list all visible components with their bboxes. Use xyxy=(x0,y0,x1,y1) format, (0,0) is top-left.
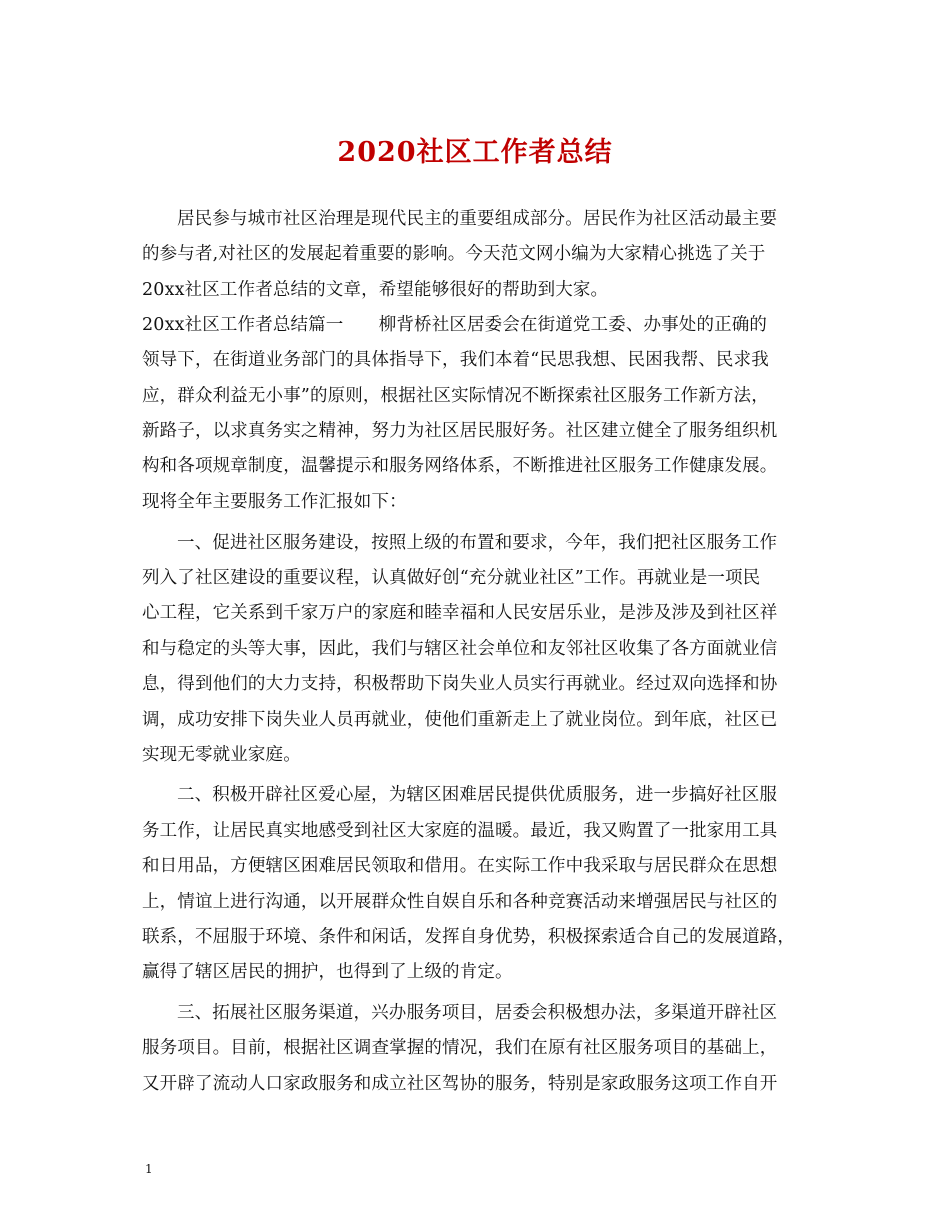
text-line: 实现无零就业家庭。 xyxy=(142,745,301,765)
text-line: 新路子，以求真务实之精神，努力为社区居民服好务。社区建立健全了服务组织机 xyxy=(142,421,778,441)
text-line: 三、拓展社区服务渠道，兴办服务项目，居委会积极想办法，多渠道开辟社区 xyxy=(177,1003,778,1023)
text-line: 居民参与城市社区治理是现代民主的重要组成部分。居民作为社区活动最主要 xyxy=(177,209,778,229)
text-line: 息，得到他们的大力支持，积极帮助下岗失业人员实行再就业。经过双向选择和协 xyxy=(142,674,778,694)
page-number: 1 xyxy=(145,1162,153,1176)
text-line: 的参与者,对社区的发展起着重要的影响。今天范文网小编为大家精心挑选了关于 xyxy=(142,244,766,264)
text-line: 领导下，在街道业务部门的具体指导下，我们本着“民思我想、民困我帮、民求我 xyxy=(142,350,769,370)
text-line: 服务项目。目前，根据社区调查掌握的情况，我们在原有社区服务项目的基础上， xyxy=(142,1038,778,1058)
text-line: 构和各项规章制度，温馨提示和服务网络体系，不断推进社区服务工作健康发展。 xyxy=(142,456,778,476)
text-line: 联系，不屈服于环境、条件和闲话，发挥自身优势，积极探索适合自己的发展道路， xyxy=(142,927,796,947)
text-line: 赢得了辖区居民的拥护，也得到了上级的肯定。 xyxy=(142,962,513,982)
text-line: 又开辟了流动人口家政服务和成立社区驾协的服务，特别是家政服务这项工作自开 xyxy=(142,1074,778,1094)
text-line: 务工作，让居民真实地感受到社区大家庭的温暖。最近，我又购置了一批家用工具 xyxy=(142,821,778,841)
text-line: 和与稳定的头等大事，因此，我们与辖区社会单位和友邻社区收集了各方面就业信 xyxy=(142,639,778,659)
text-line: 二、积极开辟社区爱心屋，为辖区困难居民提供优质服务，进一步搞好社区服 xyxy=(177,785,778,805)
text-line: 20xx社区工作者总结篇一 柳背桥社区居委会在街道党工委、办事处的正确的 xyxy=(142,315,768,335)
document-title: 2020社区工作者总结 xyxy=(337,137,613,168)
text-line: 调，成功安排下岗失业人员再就业，使他们重新走上了就业岗位。到年底，社区已 xyxy=(142,710,778,730)
text-line: 上，情谊上进行沟通，以开展群众性自娱自乐和各种竞赛活动来增强居民与社区的 xyxy=(142,892,778,912)
text-line: 心工程，它关系到千家万户的家庭和睦幸福和人民安居乐业，是涉及涉及到社区祥 xyxy=(142,603,778,623)
text-line: 应，群众利益无小事”的原则，根据社区实际情况不断探索社区服务工作新方法， xyxy=(142,386,769,406)
text-line: 20xx社区工作者总结的文章，希望能够很好的帮助到大家。 xyxy=(142,280,609,300)
text-line: 和日用品，方便辖区困难居民领取和借用。在实际工作中我采取与居民群众在思想 xyxy=(142,856,778,876)
text-line: 列入了社区建设的重要议程，认真做好创“充分就业社区”工作。再就业是一项民 xyxy=(142,568,761,588)
text-line: 现将全年主要服务工作汇报如下： xyxy=(142,492,407,512)
text-line: 一、促进社区服务建设，按照上级的布置和要求，今年，我们把社区服务工作 xyxy=(177,533,778,553)
